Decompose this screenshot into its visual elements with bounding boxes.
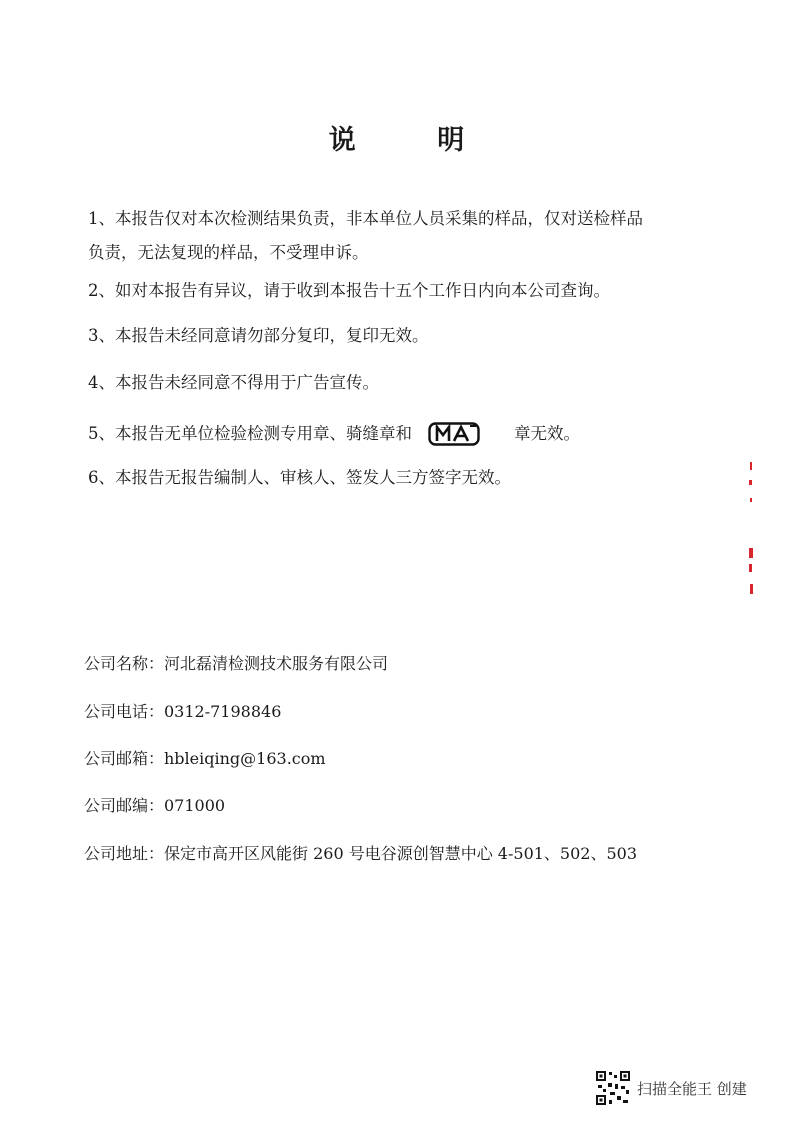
company-postcode: 公司邮编：071000 <box>84 796 226 815</box>
note-4: 4、本报告未经同意不得用于广告宣传。 <box>88 373 379 392</box>
note-5-text-before: 5、本报告无单位检验检测专用章、骑缝章和 <box>88 423 412 443</box>
company-name: 公司名称：河北磊清检测技术服务有限公司 <box>84 654 389 673</box>
seal-edge-fragment <box>746 460 754 600</box>
note-6: 6、本报告无报告编制人、审核人、签发人三方签字无效。 <box>88 468 511 487</box>
note-5 <box>88 422 580 446</box>
scanner-watermark-text: 扫描全能王 创建 <box>637 1079 747 1098</box>
note-3: 3、本报告未经同意请勿部分复印，复印无效。 <box>88 326 429 345</box>
company-email: 公司邮箱：hbleiqing@163.com <box>84 749 326 768</box>
page-title: 说 明 <box>328 125 501 156</box>
note-2: 2、如对本报告有异议，请于收到本报告十五个工作日内向本公司查询。 <box>88 281 610 300</box>
note-5-text-after: 章无效。 <box>514 423 580 443</box>
note-1-line-1: 1、本报告仅对本次检测结果负责，非本单位人员采集的样品，仅对送检样品 <box>88 209 643 228</box>
ma-certification-logo-icon <box>428 422 480 446</box>
qr-code-icon <box>595 1070 631 1106</box>
company-address: 公司地址：保定市高开区风能街 260 号电谷源创智慧中心 4-501、502、503 <box>84 844 638 863</box>
company-phone: 公司电话：0312-7198846 <box>84 702 282 721</box>
scanner-watermark <box>595 1070 747 1106</box>
note-1-line-2: 负责，无法复现的样品，不受理申诉。 <box>88 243 369 262</box>
